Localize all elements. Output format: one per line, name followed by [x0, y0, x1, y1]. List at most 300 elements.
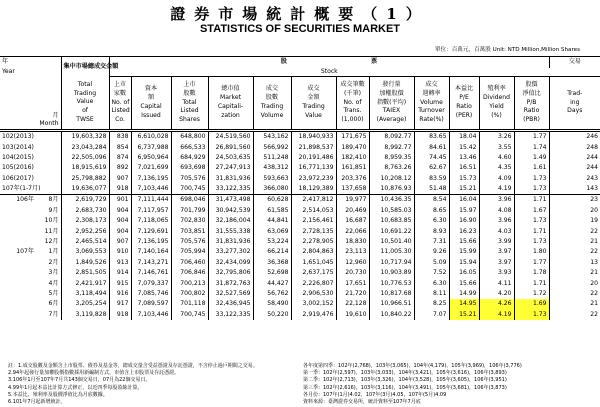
pb-cell: 1.77	[514, 131, 549, 143]
pb-cell: 1.78	[514, 268, 549, 278]
days-zh: 交易	[549, 57, 600, 68]
year-header: 年	[0, 57, 36, 68]
trading-value-cell: 2,906,530	[291, 289, 336, 299]
month-cell: 7月	[48, 310, 59, 318]
listed-shares-cell: 701,118	[171, 299, 208, 309]
capital-cell: 7,146,761	[131, 268, 171, 278]
market-cap-cell: 24,519,560	[208, 131, 253, 143]
turnover-cell: 9.26	[414, 247, 449, 257]
capital-cell: 6,737,988	[131, 142, 171, 152]
listed-shares-cell: 703,851	[171, 227, 208, 237]
footnote-line: 第一季：102年(2,597)，103年(3,033)，104年(3,421)，105年(3,616)，106年(3,893)	[303, 370, 507, 377]
market-cap-cell: 32,527,569	[208, 289, 253, 299]
dividend-header: 殖利率 Dividend Yield (%)	[479, 77, 514, 131]
capital-cell: 7,140,164	[131, 247, 171, 257]
table-row	[0, 216, 600, 226]
listed-shares-cell: 693,698	[171, 163, 208, 173]
pe-cell: 16.04	[449, 195, 479, 206]
capital-cell: 7,117,957	[131, 206, 171, 216]
page-subtitle: STATISTICS OF SECURITIES MARKET	[199, 23, 401, 35]
year-cell	[0, 299, 36, 309]
days-cell: 243	[549, 174, 600, 184]
days-cell: 20	[549, 206, 600, 216]
year-cell	[0, 310, 36, 320]
market-cap-cell: 24,503,635	[208, 153, 253, 163]
taiex-cell: 10,683.85	[369, 216, 414, 226]
turnover-cell: 84.61	[414, 142, 449, 152]
table-row	[0, 299, 600, 309]
dividend-cell: 3.93	[479, 268, 514, 278]
trans-cell: 22,128	[336, 299, 369, 309]
pe-cell: 13.46	[449, 153, 479, 163]
pb-cell: 1.71	[514, 195, 549, 206]
table-row	[0, 268, 600, 278]
year-cell	[0, 227, 36, 237]
total-value-cell: 2,851,505	[61, 268, 109, 278]
market-cap-cell: 33,122,335	[208, 310, 253, 320]
days-cell: 21	[549, 268, 600, 278]
days-cell: 20	[549, 278, 600, 288]
turnover-header: 成交 週轉率 Volume Turnover Rate(%)	[414, 77, 449, 131]
pe-cell: 16.90	[449, 216, 479, 226]
year-cell	[0, 289, 36, 299]
trading-value-cell: 2,919,476	[291, 310, 336, 320]
trading-volume-cell: 50,220	[253, 310, 291, 320]
listed-shares-cell: 706,846	[171, 268, 208, 278]
days-cell: 21	[549, 237, 600, 247]
dividend-cell: 4.26	[479, 299, 514, 309]
pb-cell: 1.73	[514, 174, 549, 184]
market-cap-cell: 31,872,763	[208, 278, 253, 288]
pe-cell: 14.95	[449, 299, 479, 309]
capital-cell: 6,610,028	[131, 131, 171, 143]
listed-co-cell: 854	[109, 142, 131, 152]
listed-shares-cell: 698,046	[171, 195, 208, 206]
turnover-cell: 6.30	[414, 216, 449, 226]
pb-cell: 1.73	[514, 184, 549, 195]
table-row	[0, 131, 600, 143]
pe-cell: 15.99	[449, 247, 479, 257]
dividend-cell: 3.26	[479, 131, 514, 143]
trans-cell: 12,960	[336, 258, 369, 268]
trans-cell: 171,675	[336, 131, 369, 143]
year-cell: 104(2015)	[2, 153, 34, 161]
trans-cell: 203,376	[336, 174, 369, 184]
month-cell: 10月	[44, 217, 59, 225]
pb-cell: 1.49	[514, 153, 549, 163]
month-cell: 12月	[44, 238, 59, 246]
total-value-cell: 3,069,553	[61, 247, 109, 257]
trading-volume-cell: 543,162	[253, 131, 291, 143]
dividend-cell: 4.35	[479, 163, 514, 173]
days-cell: 23	[549, 195, 600, 206]
pb-cell: 1.71	[514, 227, 549, 237]
trading-value-cell: 2,278,905	[291, 237, 336, 247]
trading-volume-cell: 56,762	[253, 289, 291, 299]
dividend-cell: 4.09	[479, 174, 514, 184]
table-row	[0, 184, 600, 195]
market-cap-cell: 32,436,945	[208, 299, 253, 309]
listed-shares-cell: 684,929	[171, 153, 208, 163]
pb-cell: 1.73	[514, 310, 549, 320]
year-cell: 102(2013)	[0, 131, 36, 143]
month-cell: 3月	[48, 269, 59, 277]
listed-shares-cell: 700,213	[171, 278, 208, 288]
table-row	[0, 142, 600, 152]
total-value-cell: 22,505,096	[61, 153, 109, 163]
trans-cell: 19,610	[336, 310, 369, 320]
trading-volume-cell: 44,427	[253, 278, 291, 288]
pe-cell: 14.99	[449, 289, 479, 299]
month-cell: 2月	[48, 258, 59, 266]
listed-co-cell: 907	[109, 237, 131, 247]
pe-cell: 15.66	[449, 278, 479, 288]
total-value-header: Total Trading Value of TWSE	[61, 77, 109, 131]
days-cell: 22	[549, 247, 600, 257]
market-cap-cell: 33,122,335	[208, 184, 253, 195]
dividend-cell: 4.03	[479, 227, 514, 237]
stock-header-en: Stock	[109, 68, 549, 77]
trans-cell: 16,687	[336, 216, 369, 226]
capital-cell: 7,136,195	[131, 174, 171, 184]
listed-co-cell: 914	[109, 268, 131, 278]
taiex-cell: 10,876.93	[369, 184, 414, 195]
pe-cell: 16.51	[449, 163, 479, 173]
dividend-cell: 4.08	[479, 206, 514, 216]
listed-co-cell: 904	[109, 216, 131, 226]
trans-cell: 21,720	[336, 289, 369, 299]
capital-cell: 7,089,597	[131, 299, 171, 309]
statistics-table	[0, 56, 600, 320]
listed-co-cell: 918	[109, 310, 131, 320]
trading-volume-cell: 63,069	[253, 227, 291, 237]
pb-header: 股價 淨值比 P/B Ratio (PBR)	[514, 77, 549, 131]
taiex-cell: 8,992.77	[369, 142, 414, 152]
year-cell	[0, 268, 36, 278]
pe-cell: 15.21	[449, 184, 479, 195]
pb-cell: 1.77	[514, 258, 549, 268]
trading-value-header: 成交 金額 Trading Value	[291, 77, 336, 131]
turnover-cell: 7.52	[414, 268, 449, 278]
trading-value-cell: 2,156,461	[291, 216, 336, 226]
market-cap-cell: 32,795,806	[208, 268, 253, 278]
days-cell: 244	[549, 163, 600, 173]
trading-volume-cell: 511,248	[253, 153, 291, 163]
listed-shares-cell: 706,460	[171, 258, 208, 268]
footnote-line: 3.106年1月至107年7月共143個交易日，07月為22個交易日。	[8, 377, 151, 384]
days-cell: 246	[549, 131, 600, 143]
footnote-line: 2.94年起發行量加權股價指數採用新編制方式，市值含上市股票及存託憑證。	[8, 370, 180, 377]
table-body	[0, 131, 600, 321]
dividend-cell: 4.19	[479, 310, 514, 320]
month-header: 月 Month	[39, 111, 59, 128]
table-row	[0, 289, 600, 299]
pb-cell: 1.67	[514, 206, 549, 216]
turnover-cell: 74.45	[414, 153, 449, 163]
capital-cell: 7,118,065	[131, 216, 171, 226]
market-cap-cell: 31,555,338	[208, 227, 253, 237]
trading-volume-cell: 438,312	[253, 163, 291, 173]
total-value-zh: 集中市場總成交金額	[61, 57, 109, 77]
listed-co-cell: 904	[109, 227, 131, 237]
total-value-cell: 18,915,619	[61, 163, 109, 173]
taiex-cell: 10,585.03	[369, 206, 414, 216]
trading-volume-cell: 60,628	[253, 195, 291, 206]
days-header: Trad- ing Days	[549, 77, 600, 131]
trans-cell: 182,410	[336, 153, 369, 163]
listed-shares-cell: 705,994	[171, 247, 208, 257]
capital-cell: 7,103,446	[131, 310, 171, 320]
days-cell: 22	[549, 289, 600, 299]
total-value-cell: 1,849,526	[61, 258, 109, 268]
taiex-cell: 8,092.77	[369, 131, 414, 143]
taiex-cell: 10,840.22	[369, 310, 414, 320]
taiex-cell: 10,817.68	[369, 289, 414, 299]
turnover-cell: 7.07	[414, 310, 449, 320]
turnover-cell: 8.25	[414, 299, 449, 309]
listed-shares-cell: 702,830	[171, 216, 208, 226]
footnotes-right	[303, 363, 598, 406]
pe-cell: 15.73	[449, 174, 479, 184]
capital-cell: 7,085,746	[131, 289, 171, 299]
taiex-cell: 10,717.94	[369, 258, 414, 268]
footnote-line: 資料來源：臺灣證券交易所，統計資料至107年7月底	[303, 399, 421, 406]
total-value-cell: 19,636,077	[61, 184, 109, 195]
total-value-cell: 2,421,917	[61, 278, 109, 288]
taiex-cell: 10,436.35	[369, 195, 414, 206]
capital-cell: 7,079,337	[131, 278, 171, 288]
taiex-cell: 10,691.22	[369, 227, 414, 237]
listed-co-cell: 916	[109, 289, 131, 299]
trading-volume-cell: 53,224	[253, 237, 291, 247]
month-cell	[36, 131, 61, 143]
table-row	[0, 227, 600, 237]
total-value-cell: 2,619,729	[61, 195, 109, 206]
listed-co-cell: 917	[109, 299, 131, 309]
market-cap-cell: 27,247,913	[208, 163, 253, 173]
total-value-cell: 2,683,730	[61, 206, 109, 216]
year-cell: 106年	[16, 196, 34, 204]
year-cell: 107年(1-7月)	[0, 184, 36, 195]
trading-value-cell: 2,226,807	[291, 278, 336, 288]
days-cell: 22	[549, 310, 600, 320]
market-cap-cell: 31,473,498	[208, 195, 253, 206]
days-cell: 248	[549, 142, 600, 152]
trans-cell: 20,730	[336, 268, 369, 278]
market-cap-cell: 32,434,099	[208, 258, 253, 268]
listed-co-cell: 901	[109, 195, 131, 206]
trans-cell: 18,830	[336, 237, 369, 247]
capital-cell: 7,143,271	[131, 258, 171, 268]
total-value-cell: 3,118,494	[61, 289, 109, 299]
taiex-cell: 11,005.30	[369, 247, 414, 257]
capital-cell: 7,103,446	[131, 184, 171, 195]
year-cell	[0, 206, 36, 216]
pb-cell: 1.72	[514, 289, 549, 299]
year-cell	[0, 216, 36, 226]
pe-cell: 16.05	[449, 268, 479, 278]
listed-co-cell: 892	[109, 163, 131, 173]
listed-shares-cell: 700,745	[171, 184, 208, 195]
trading-volume-cell: 44,841	[253, 216, 291, 226]
pe-cell: 15.66	[449, 237, 479, 247]
taiex-cell: 10,208.12	[369, 174, 414, 184]
month-cell: 1月	[48, 248, 59, 256]
table-row	[0, 310, 600, 320]
footnote-line: 註：1.成交股數及金額含上市股票、債券及基金等，總成交量含受益憑證及存託憑證，不含停止過戶期間之交易。	[8, 363, 258, 369]
listed-co-cell: 913	[109, 258, 131, 268]
table-row	[0, 174, 600, 184]
table-row	[0, 195, 600, 206]
turnover-cell: 6.30	[414, 278, 449, 288]
month-cell: 9月	[48, 206, 59, 214]
trading-volume-cell: 66,214	[253, 247, 291, 257]
pb-cell: 1.74	[514, 142, 549, 152]
month-cell	[36, 163, 61, 173]
trading-value-cell: 2,637,175	[291, 268, 336, 278]
trans-cell: 20,469	[336, 206, 369, 216]
trading-value-cell: 3,002,152	[291, 299, 336, 309]
trading-value-cell: 2,417,812	[291, 195, 336, 206]
listed-shares-header: 上市 股數 Total Listed Shares	[171, 77, 208, 131]
pe-cell: 15.94	[449, 258, 479, 268]
trans-cell: 189,470	[336, 142, 369, 152]
dividend-cell: 3.55	[479, 142, 514, 152]
listed-shares-cell: 700,802	[171, 289, 208, 299]
trading-volume-cell: 566,992	[253, 142, 291, 152]
pe-cell: 15.97	[449, 206, 479, 216]
year-cell: 105(2016)	[2, 164, 34, 172]
table-header	[0, 57, 600, 131]
trading-value-cell: 21,898,537	[291, 142, 336, 152]
taiex-cell: 10,501.40	[369, 237, 414, 247]
footnote-line: 第二季：102年(2,713)，103年(3,326)，104年(3,528)，105年(3,605)，106年(3,951)	[303, 377, 507, 384]
table-row	[0, 153, 600, 163]
trading-volume-cell: 36,368	[253, 258, 291, 268]
trading-value-cell: 18,129,389	[291, 184, 336, 195]
taiex-cell: 8,959.35	[369, 153, 414, 163]
pb-cell: 1.73	[514, 216, 549, 226]
capital-cell: 7,136,195	[131, 237, 171, 247]
market-cap-cell: 31,831,936	[208, 237, 253, 247]
trading-volume-cell: 58,490	[253, 299, 291, 309]
pe-cell: 15.21	[449, 310, 479, 320]
days-cell: 21	[549, 299, 600, 309]
dividend-cell: 4.11	[479, 278, 514, 288]
pe-header: 本益比 P/E Ratio (PER)	[449, 77, 479, 131]
trading-volume-cell: 61,585	[253, 206, 291, 216]
footnote-line: 各月份：107年(1月)4.02，107年(3月)4.05，107年(5月)4.09	[303, 391, 447, 398]
turnover-cell: 51.48	[414, 184, 449, 195]
dividend-cell: 3.96	[479, 216, 514, 226]
capital-cell: 7,021,699	[131, 163, 171, 173]
trans-cell: 161,851	[336, 163, 369, 173]
trading-volume-header: 成交 股數 Trading Volume	[253, 77, 291, 131]
month-cell	[36, 153, 61, 163]
trans-header: 成交筆數 (千筆) No. of Trans. (1,000)	[336, 77, 369, 131]
trading-volume-cell: 366,080	[253, 184, 291, 195]
table-row	[0, 278, 600, 288]
market-cap-header: 總市值 Market Capitali- zation	[208, 77, 253, 131]
listed-shares-cell: 701,799	[171, 206, 208, 216]
year-en: Year	[2, 67, 15, 75]
dividend-cell: 3.97	[479, 258, 514, 268]
market-cap-cell: 31,831,936	[208, 174, 253, 184]
footnote-line: 各年度第四季：102年(2,768)，103年(3,065)，104年(4,179)，105年(3,969)，106年(3,776)	[303, 363, 522, 369]
table-row	[0, 163, 600, 173]
footnote-line: 4.99年1月起本益比計算方式修正，以近四季每股盈餘計算。	[8, 384, 143, 391]
turnover-cell: 8.11	[414, 289, 449, 299]
listed-shares-cell: 666,533	[171, 142, 208, 152]
turnover-cell: 8.65	[414, 206, 449, 216]
taiex-cell: 8,763.26	[369, 163, 414, 173]
market-cap-cell: 26,891,560	[208, 142, 253, 152]
taiex-cell: 10,903.89	[369, 268, 414, 278]
stock-header-zh2	[291, 57, 369, 68]
year-cell: 107年	[16, 248, 34, 256]
total-value-cell: 2,308,173	[61, 216, 109, 226]
listed-shares-cell: 700,745	[171, 310, 208, 320]
table-row	[0, 206, 600, 216]
total-value-cell: 23,043,284	[61, 142, 109, 152]
month-cell	[36, 142, 61, 152]
listed-co-cell: 915	[109, 278, 131, 288]
dividend-cell: 4.19	[479, 184, 514, 195]
trans-cell: 17,651	[336, 278, 369, 288]
footnote-line: 6.101年7月起新增統計。	[8, 399, 66, 406]
market-cap-cell: 30,942,539	[208, 206, 253, 216]
taiex-cell: 10,966.51	[369, 299, 414, 309]
listed-shares-cell: 705,576	[171, 174, 208, 184]
listed-shares-cell: 648,800	[171, 131, 208, 143]
days-cell: 22	[549, 227, 600, 237]
total-value-cell: 19,603,328	[61, 131, 109, 143]
turnover-cell: 83.59	[414, 174, 449, 184]
trading-value-cell: 1,651,045	[291, 258, 336, 268]
capital-cell: 7,111,444	[131, 195, 171, 206]
total-value-cell: 25,798,882	[61, 174, 109, 184]
taiex-cell: 10,776.53	[369, 278, 414, 288]
listed-co-cell: 907	[109, 174, 131, 184]
trading-value-cell: 18,940,933	[291, 131, 336, 143]
stock-header-zh: 股	[109, 57, 291, 68]
pb-cell: 1.71	[514, 278, 549, 288]
pb-cell: 1.61	[514, 163, 549, 173]
pe-cell: 18.04	[449, 131, 479, 143]
trading-volume-cell: 52,698	[253, 268, 291, 278]
month-cell: 8月	[48, 196, 59, 204]
capital-cell: 7,129,691	[131, 227, 171, 237]
days-cell: 13	[549, 258, 600, 268]
year-cell: 103(2014)	[2, 143, 34, 151]
total-value-cell: 2,952,256	[61, 227, 109, 237]
trading-value-cell: 2,728,135	[291, 227, 336, 237]
pe-cell: 15.42	[449, 142, 479, 152]
market-cap-cell: 32,186,004	[208, 216, 253, 226]
turnover-cell: 62.67	[414, 163, 449, 173]
days-cell: 244	[549, 153, 600, 163]
days-cell: 143	[549, 184, 600, 195]
turnover-cell: 5.09	[414, 258, 449, 268]
turnover-cell: 7.31	[414, 237, 449, 247]
pb-cell: 1.69	[514, 299, 549, 309]
table-row	[0, 237, 600, 247]
dividend-cell: 3.96	[479, 195, 514, 206]
listed-co-cell: 904	[109, 206, 131, 216]
listed-co-cell: 910	[109, 247, 131, 257]
dividend-cell: 4.20	[479, 289, 514, 299]
total-value-cell: 2,465,514	[61, 237, 109, 247]
